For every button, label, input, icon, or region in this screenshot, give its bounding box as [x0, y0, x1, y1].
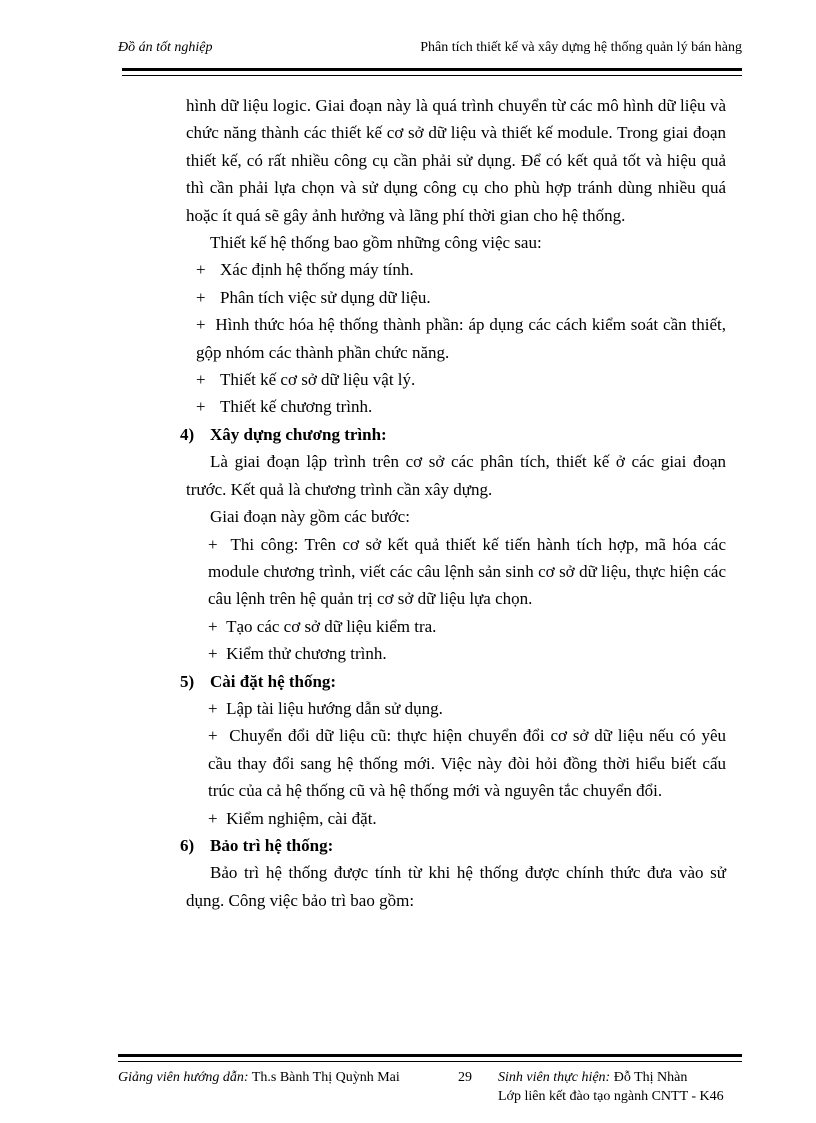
plus-icon: +: [208, 726, 218, 746]
list-item: + Phân tích việc sử dụng dữ liệu.: [186, 284, 726, 311]
plus-icon: +: [196, 370, 206, 390]
plus-icon: +: [208, 534, 218, 554]
plus-icon: +: [196, 260, 206, 280]
plus-icon: +: [208, 644, 218, 664]
advisor-info: [118, 1068, 400, 1087]
plus-icon: +: [208, 698, 218, 718]
paragraph-steps: Giai đoạn này gồm các bước:: [210, 507, 410, 527]
footer-rule: [118, 1054, 742, 1062]
section-heading-6: 6) Bảo trì hệ thống:: [180, 835, 334, 855]
list-item: + Thiết kế chương trình.: [186, 393, 726, 420]
list-item: + Hình thức hóa hệ thống thành phần: áp dụng các cách kiểm soát cần thiết, gộp nhóm các thành phần chức năng.: [196, 315, 726, 362]
page-content: [180, 92, 727, 914]
advisor-label: Giảng viên hướng dẫn:: [118, 1070, 249, 1085]
paragraph-maintenance: Bảo trì hệ thống được tính từ khi hệ thống được chính thức đưa vào sử dụng. Công việc bảo trì bao gồm:: [186, 863, 726, 910]
page-header: [118, 40, 742, 60]
paragraph-design-tasks: Thiết kế hệ thống bao gồm những công việc sau:: [210, 233, 542, 253]
paragraph-programming: Là giai đoạn lập trình trên cơ sở các phân tích, thiết kế ở các giai đoạn trước. Kết quả là chương trình cần xây dựng.: [186, 452, 726, 499]
plus-icon: +: [196, 287, 206, 307]
list-item: + Tạo các cơ sở dữ liệu kiểm tra.: [208, 616, 437, 636]
paragraph-intro: hình dữ liệu logic. Giai đoạn này là quá trình chuyển từ các mô hình dữ liệu và chức năng thành các thiết kế cơ sở dữ liệu và thiết kế module. Trong giai đoạn thiết kế, có rất nhiều công cụ cần phải sử dụng. Để có kết quả tốt và hiệu quả thì cần phải lựa chọn và sử dụng công cụ cho phù hợp tránh dùng nhiều quá hoặc ít quá sẽ gây ảnh hưởng và lãng phí thời gian cho hệ thống.: [186, 96, 726, 225]
list-item: + Lập tài liệu hướng dẫn sử dụng.: [208, 698, 443, 718]
list-item: + Chuyển đổi dữ liệu cũ: thực hiện chuyển đổi cơ sở dữ liệu nếu có yêu cầu thay đổi sang hệ thống mới. Việc này đòi hỏi đồng thời hiểu biết cấu trúc của cả hệ thống cũ và hệ thống mới và nguyên tắc chuyển đổi.: [208, 726, 726, 801]
header-rule: [122, 68, 742, 76]
plus-icon: +: [196, 397, 206, 417]
list-item: + Thiết kế cơ sở dữ liệu vật lý.: [186, 366, 726, 393]
section-heading-5: 5) Cài đặt hệ thống:: [180, 671, 337, 691]
header-right: Phân tích thiết kế và xây dựng hệ thống quản lý bán hàng: [420, 40, 742, 55]
student-name: Đỗ Thị Nhàn: [613, 1070, 688, 1085]
plus-icon: +: [208, 808, 218, 828]
student-label: Sinh viên thực hiện:: [498, 1070, 611, 1085]
list-item: + Xác định hệ thống máy tính.: [186, 256, 726, 283]
header-left: Đồ án tốt nghiệp: [118, 40, 213, 55]
list-item: + Kiểm nghiệm, cài đặt.: [208, 808, 377, 828]
list-item: + Thi công: Trên cơ sở kết quả thiết kế tiến hành tích hợp, mã hóa các module chương trình, viết các câu lệnh sản sinh cơ sở dữ liệu, thực hiện các câu lệnh trên hệ quản trị cơ sở dữ liệu lựa chọn.: [208, 534, 727, 609]
plus-icon: +: [196, 315, 206, 335]
page-number: 29: [458, 1070, 472, 1085]
advisor-name: Th.s Bành Thị Quỳnh Mai: [251, 1070, 400, 1085]
section-heading-4: 4) Xây dựng chương trình:: [180, 424, 387, 444]
plus-icon: +: [208, 616, 218, 636]
class-info: Lớp liên kết đào tạo ngành CNTT - K46: [498, 1089, 724, 1104]
list-item: + Kiểm thử chương trình.: [208, 644, 387, 664]
student-info: [498, 1068, 724, 1106]
